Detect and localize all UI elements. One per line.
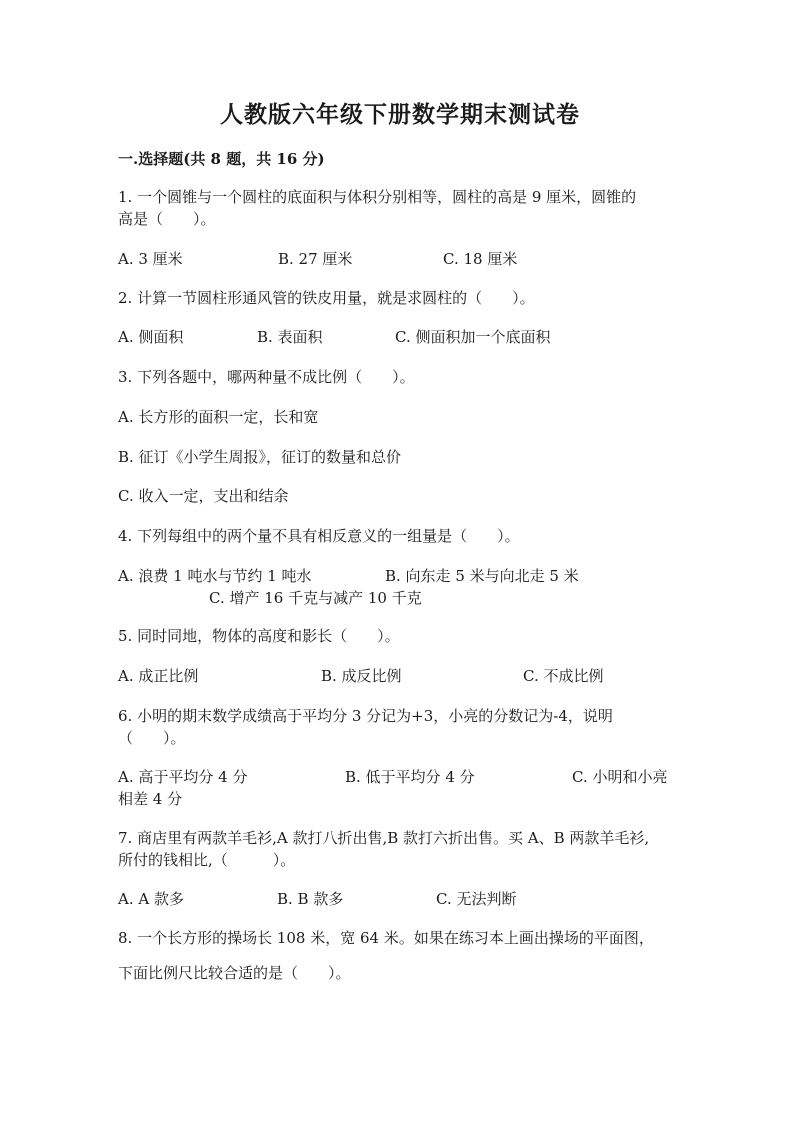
question-4-option-b: B. 向东走 5 米与向北走 5 米 [385,567,579,585]
question-5-stem: 5. 同时同地，物体的高度和影长（ ）。 [118,627,400,645]
question-1-stem-line-1: 1. 一个圆锥与一个圆柱的底面积与体积分别相等，圆柱的高是 9 厘米，圆锥的 [118,188,637,206]
question-1-option-c: C. 18 厘米 [443,250,518,268]
question-4-stem: 4. 下列每组中的两个量不具有相反意义的一组量是（ ）。 [118,527,520,545]
question-6-stem-line-2: （ ）。 [118,729,186,747]
question-3-option-a: A. 长方形的面积一定，长和宽 [118,408,319,426]
question-7-option-c: C. 无法判断 [436,890,517,908]
section-heading: 一.选择题(共 8 题，共 16 分) [118,150,325,168]
question-2-option-a: A. 侧面积 [118,328,184,346]
question-5-option-b: B. 成反比例 [321,667,402,685]
question-7-option-a: A. A 款多 [118,890,184,908]
question-1-option-b: B. 27 厘米 [278,250,353,268]
question-6-option-c-line-2: 相差 4 分 [118,790,183,808]
question-6-option-c-line-1: C. 小明和小亮 [572,768,668,786]
question-2-option-b: B. 表面积 [257,328,323,346]
question-1-option-a: A. 3 厘米 [118,250,183,268]
question-7-stem-line-2: 所付的钱相比,（ ）。 [118,851,296,869]
question-2-option-c: C. 侧面积加一个底面积 [395,328,551,346]
question-3-stem: 3. 下列各题中，哪两种量不成比例（ ）。 [118,368,415,386]
page-title: 人教版六年级下册数学期末测试卷 [220,101,580,128]
question-8-stem-line-2: 下面比例尺比较合适的是（ ）。 [118,964,351,982]
question-6-option-b: B. 低于平均分 4 分 [345,768,475,786]
question-1-stem-line-2: 高是（ ）。 [118,210,216,228]
question-5-option-a: A. 成正比例 [118,667,199,685]
question-4-option-a: A. 浪费 1 吨水与节约 1 吨水 [118,567,312,585]
question-8-stem-line-1: 8. 一个长方形的操场长 108 米，宽 64 米。如果在练习本上画出操场的平面图， [118,929,654,947]
question-6-option-a: A. 高于平均分 4 分 [118,768,248,786]
question-4-option-c: C. 增产 16 千克与减产 10 千克 [209,589,422,607]
question-7-stem-line-1: 7. 商店里有两款羊毛衫,A 款打八折出售,B 款打六折出售。买 A、B 两款羊毛衫, [118,829,650,847]
question-6-stem-line-1: 6. 小明的期末数学成绩高于平均分 3 分记为+3，小亮的分数记为-4，说明 [118,707,613,725]
question-2-stem: 2. 计算一节圆柱形通风管的铁皮用量，就是求圆柱的（ ）。 [118,289,535,307]
question-7-option-b: B. B 款多 [277,890,344,908]
question-3-option-b: B. 征订《小学生周报》，征订的数量和总价 [118,448,402,466]
question-3-option-c: C. 收入一定，支出和结余 [118,487,289,505]
question-5-option-c: C. 不成比例 [523,667,604,685]
